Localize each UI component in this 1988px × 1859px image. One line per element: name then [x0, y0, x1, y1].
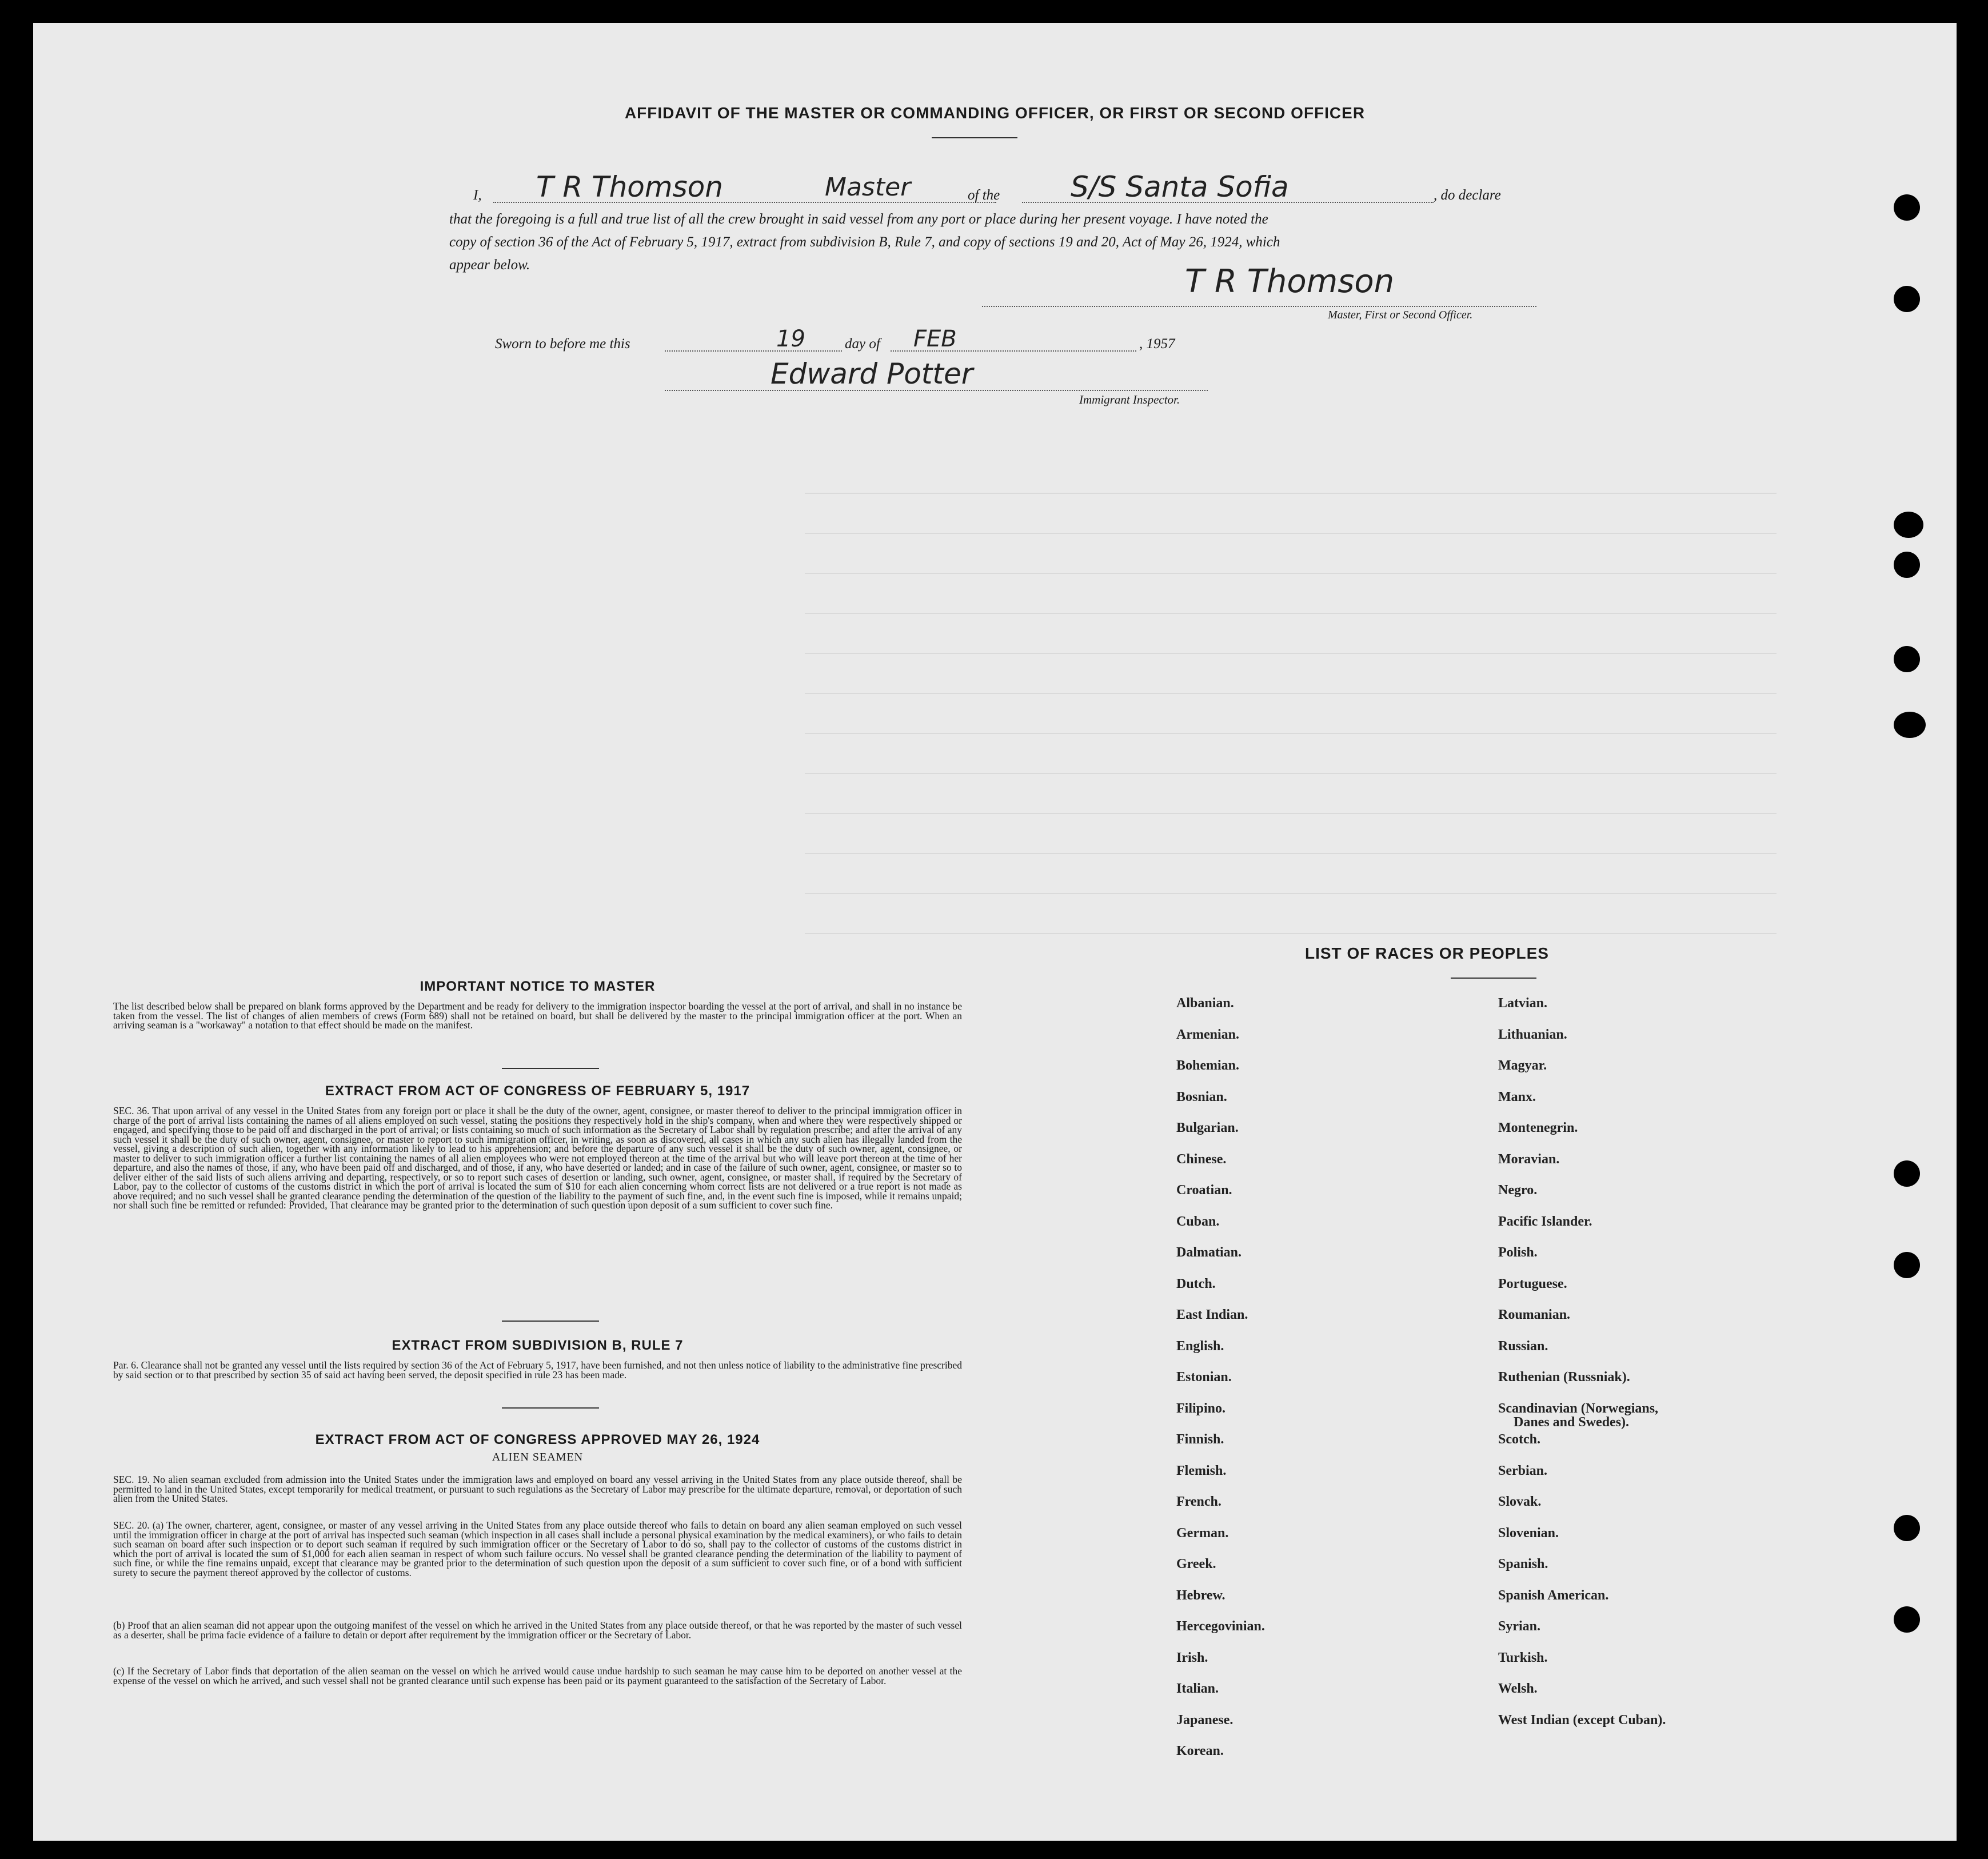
race-item: Moravian. — [1498, 1151, 1560, 1167]
race-item: Chinese. — [1176, 1151, 1227, 1167]
master-rank: Master — [825, 173, 911, 202]
race-item: Irish. — [1176, 1650, 1208, 1665]
race-item: Japanese. — [1176, 1712, 1233, 1728]
race-item: Croatian. — [1176, 1183, 1232, 1198]
notice-rule — [502, 1068, 599, 1069]
race-item: Spanish American. — [1498, 1587, 1609, 1603]
punch-hole — [1894, 1606, 1920, 1633]
race-item: Hebrew. — [1176, 1587, 1225, 1603]
race-item: Flemish. — [1176, 1463, 1227, 1478]
punch-hole — [1894, 286, 1920, 312]
punch-hole — [1894, 712, 1926, 738]
race-item: Syrian. — [1498, 1619, 1541, 1634]
race-item: Negro. — [1498, 1183, 1538, 1198]
race-item: Korean. — [1176, 1744, 1224, 1758]
punch-hole — [1894, 1160, 1920, 1187]
race-item: Portuguese. — [1498, 1276, 1567, 1291]
race-item: Bohemian. — [1176, 1058, 1240, 1073]
race-item: Bulgarian. — [1176, 1120, 1239, 1135]
race-item: Turkish. — [1498, 1650, 1548, 1665]
master-name: T R Thomson — [536, 170, 723, 204]
inspector-signature: Edward Potter — [771, 357, 973, 390]
affidavit-title: AFFIDAVIT OF THE MASTER OR COMMANDING OFFICER, OR FIRST OR SECOND OFFICER — [624, 104, 1366, 122]
race-item: Spanish. — [1498, 1557, 1548, 1571]
race-item: Scotch. — [1498, 1432, 1540, 1447]
do-declare: , do declare — [1434, 188, 1501, 203]
race-item: Filipino. — [1176, 1401, 1226, 1416]
sworn-day-line — [665, 350, 842, 352]
section-20a-text: SEC. 20. (a) The owner, charterer, agent, consignee, or master of any vessel arriving in the United States from any place outside thereof who fails to detain on board any alien seaman employed on such vessel until the immigration officer in charge at the port of arrival has inspected such seaman (which inspection in all cases shall include a personal physical examination by the medical examiners), or who fails to detain such seaman on board after such inspection or to deport such seaman if required by such immigration officer or the Secretary of Labor to do so, shall pay to the collector of customs of the customs district in which the port of arrival is located the sum of $1,000 for each alien seaman in respect of whom such failure occurs. No vessel shall be granted clearance pending the determination of the liability to payment of such fine, or while the fine remains unpaid, except that clearance may be granted prior to the determination of such question upon the deposit of a sum sufficient to cover such fine, or of a bond with sufficient surety to secure the payment thereof approved by the collector of customs. — [113, 1519, 962, 1578]
race-item: English. — [1176, 1338, 1224, 1354]
title-rule — [932, 137, 1017, 138]
races-title: LIST OF RACES OR PEOPLES — [1305, 944, 1549, 962]
race-item: Dalmatian. — [1176, 1245, 1241, 1260]
punch-hole — [1894, 1252, 1920, 1278]
declaration-line-2: copy of section 36 of the Act of February 5, 1917, extract from subdivision B, Rule 7, and copy of sections 19 and 20, Act of May 26, 1924, which — [449, 234, 1280, 250]
punch-hole — [1894, 1515, 1920, 1541]
punch-hole — [1894, 194, 1920, 221]
extract-1917-rule — [502, 1321, 599, 1322]
race-item: Russian. — [1498, 1338, 1548, 1354]
prefix-i: I, — [473, 188, 482, 203]
vessel-name: S/S Santa Sofia — [1071, 170, 1289, 204]
race-item: Finnish. — [1176, 1432, 1224, 1447]
race-item: Pacific Islander. — [1498, 1214, 1592, 1229]
extract-1917-title: EXTRACT FROM ACT OF CONGRESS OF FEBRUARY 5, 1917 — [325, 1083, 751, 1099]
race-item: Magyar. — [1498, 1058, 1547, 1073]
extract-rule7-text: Par. 6. Clearance shall not be granted any vessel until the lists required by section 36 of the Act of February 5, 1917, have been furnished, and not then unless notice of liability to the administrative fine prescribed by said section or to that prescribed by section 35 of said act having been served, the deposit specified in rule 23 has been made. — [113, 1359, 962, 1381]
extract-1917-text: SEC. 36. That upon arrival of any vessel in the United States from any foreign port or place it shall be the duty of the owner, agent, consignee, or master thereof to deliver to the principal immigration officer in charge of the port of arrival lists containing the names of all aliens employed on such vessel, stating the positions they respectively hold in the ship's company, when and where they were respectively shipped or engaged, and specifying those to be paid off and discharged in the port of arrival; or lists containing so much of such information as the Secretary of Labor shall by regulation prescribe; and after the arrival of any such vessel it shall be the duty of such owner, agent, consignee, or master to report to such immigration officer, in writing, as soon as discovered, all cases in which any such alien has illegally landed from the vessel, giving a description of such alien, together with any information likely to lead to his apprehension; and before the departure of any such vessel it shall be the duty of such owner, agent, consignee, or master to deliver to such immigration officer a further list containing the names of all alien employees who were not employed thereon at the time of the arrival but who will leave port thereon at the time of her departure, and also the names of those, if any, who have been paid off and discharged, and of those, if any, who have deserted or landed; and in case of the failure of such owner, agent, consignee, or master so to deliver either of the said lists of such aliens arriving and departing, respectively, or so to report such cases of desertion or landing, such owner, agent, consignee, or master shall, if required by the Secretary of Labor, pay to the collector of customs of the customs district in which the port of arrival is located the sum of $10 for each alien concerning whom correct lists are not delivered or a true report is not made as above required; and no such vessel shall be granted clearance pending the determination of the question of the liability to the payment of such fine, and, in the event such fine is imposed, while it remains unpaid; nor shall such fine be remitted or refunded: Provided, That clearance may be granted prior to the determination of such question upon deposit of a sum sufficient to cover such fine. — [113, 1105, 962, 1211]
race-item: Dutch. — [1176, 1276, 1216, 1291]
notice-title: IMPORTANT NOTICE TO MASTER — [420, 979, 656, 994]
race-item: Serbian. — [1498, 1463, 1548, 1478]
race-item: Slovak. — [1498, 1494, 1542, 1509]
document-page — [33, 23, 1957, 1841]
race-item: Polish. — [1498, 1245, 1538, 1260]
race-item: French. — [1176, 1494, 1221, 1509]
of-the: of the — [968, 188, 1000, 203]
race-item: Montenegrin. — [1498, 1120, 1578, 1135]
race-item: Slovenian. — [1498, 1525, 1559, 1541]
race-item: Ruthenian (Russniak). — [1498, 1370, 1630, 1385]
race-item: German. — [1176, 1525, 1229, 1541]
declaration-line-3: appear below. — [449, 257, 530, 273]
race-item: Armenian. — [1176, 1027, 1239, 1042]
races-rule — [1451, 978, 1536, 979]
signature-caption: Master, First or Second Officer. — [1328, 309, 1473, 321]
sworn-month: FEB — [913, 326, 957, 352]
punch-hole — [1894, 512, 1923, 538]
race-item: Latvian. — [1498, 996, 1548, 1011]
race-item: Estonian. — [1176, 1370, 1232, 1385]
race-item: Hercegovinian. — [1176, 1619, 1265, 1634]
extract-1924-title: EXTRACT FROM ACT OF CONGRESS APPROVED MAY 26, 1924 — [315, 1432, 760, 1447]
race-item: Roumanian. — [1498, 1307, 1571, 1322]
race-item: Bosnian. — [1176, 1089, 1227, 1104]
section-20b-text: (b) Proof that an alien seaman did not appear upon the outgoing manifest of the vessel on which he arrived in the United States from any place outside thereof, or that he was reported by the master of such vessel as a deserter, shall be prima facie evidence of a failure to detain or deport after requirement by the immigration officer or the Secretary of Labor. — [113, 1619, 962, 1641]
section-19-text: SEC. 19. No alien seaman excluded from admission into the United States under the immigration laws and employed on board any vessel arriving in the United States from any place outside thereof, shall be permitted to land in the United States, except temporarily for medical treatment, or pursuant to such regulations as the Secretary of Labor may prescribe for the ultimate departure, removal, or deportation of such alien from the United States. — [113, 1474, 962, 1504]
signature-line — [982, 306, 1536, 307]
punch-hole — [1894, 552, 1920, 578]
extract-1924-subtitle: ALIEN SEAMEN — [492, 1451, 584, 1463]
inspector-caption: Immigrant Inspector. — [1079, 393, 1180, 406]
extract-rule7-rule — [502, 1407, 599, 1409]
extract-rule7-title: EXTRACT FROM SUBDIVISION B, RULE 7 — [392, 1338, 684, 1353]
race-item: Welsh. — [1498, 1681, 1538, 1696]
race-item: Cuban. — [1176, 1214, 1220, 1229]
race-item: Danes and Swedes). — [1514, 1414, 1630, 1430]
master-signature: T R Thomson — [1185, 263, 1395, 300]
declaration-line-1: that the foregoing is a full and true list of all the crew brought in said vessel from any port or place during her present voyage. I have noted the — [449, 212, 1268, 227]
race-item: Italian. — [1176, 1681, 1219, 1696]
punch-hole — [1894, 646, 1920, 672]
race-item: Greek. — [1176, 1557, 1216, 1571]
race-item: Scandinavian (Norwegians, — [1498, 1401, 1659, 1416]
day-of: day of — [845, 336, 880, 352]
race-item: West Indian (except Cuban). — [1498, 1712, 1666, 1728]
race-item: Albanian. — [1176, 996, 1234, 1011]
race-item: Lithuanian. — [1498, 1027, 1567, 1042]
race-item: East Indian. — [1176, 1307, 1248, 1322]
notice-text: The list described below shall be prepared on blank forms approved by the Department and be ready for delivery to the immigration inspector boarding the vessel at the port of arrival, and shall in no instance be taken from the vessel. The list of changes of alien members of crews (Form 689) shall not be retained on board, but shall be delivered by the master to the principal immigration officer at the port. When an arriving seaman is a "workaway" a notation to that effect should be made on the manifest. — [113, 1000, 962, 1031]
section-20c-text: (c) If the Secretary of Labor finds that deportation of the alien seaman on the vessel on which he arrived would cause undue hardship to such seaman he may cause him to be deported on another vessel at the expense of the vessel on which he arrived, and such vessel shall not be granted clearance until such expense has been paid or its payment guaranteed to the satisfaction of the Secretary of Labor. — [113, 1665, 962, 1686]
sworn-prefix: Sworn to before me this — [495, 336, 630, 352]
sworn-day: 19 — [776, 326, 805, 352]
sworn-year: , 1957 — [1139, 336, 1175, 352]
race-item: Manx. — [1498, 1089, 1536, 1104]
bleed-through-texture — [805, 457, 1777, 972]
